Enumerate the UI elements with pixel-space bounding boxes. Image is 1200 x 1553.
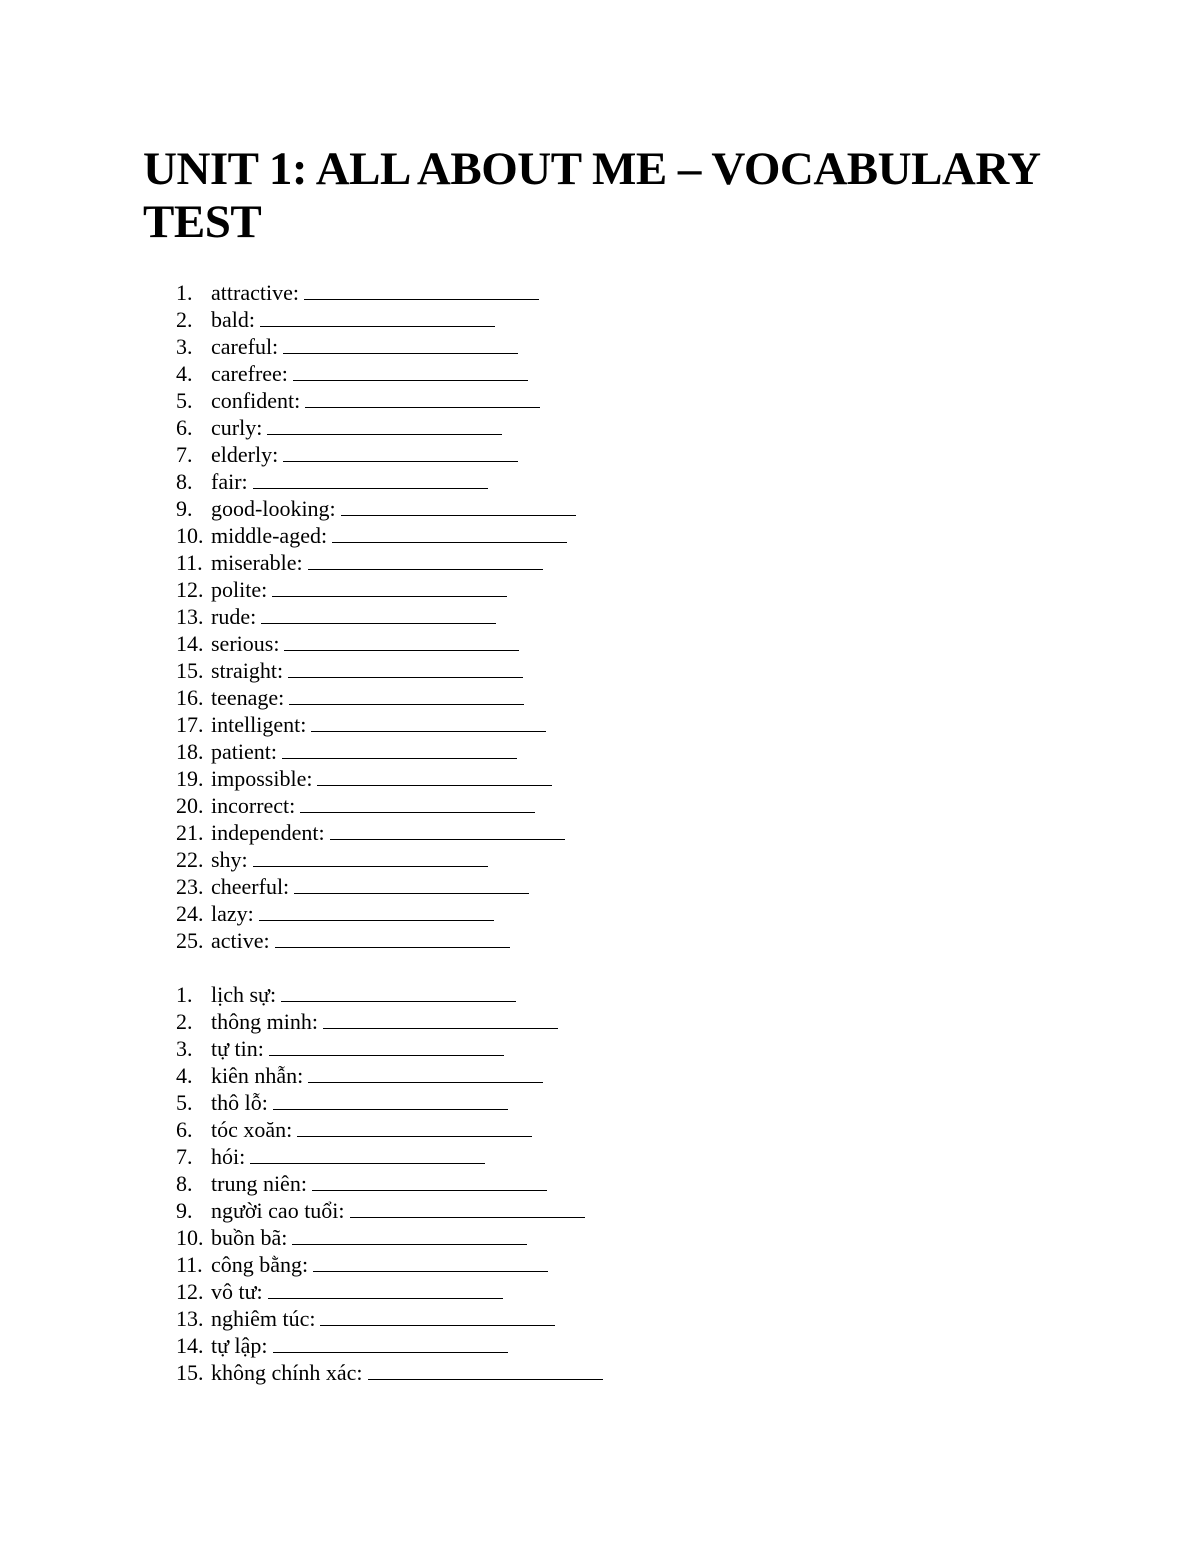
item-content <box>211 1116 532 1143</box>
answer-blank <box>269 1037 504 1056</box>
vocabulary-word: independent: <box>211 820 325 845</box>
answer-blank <box>289 686 524 705</box>
vocabulary-word: intelligent: <box>211 712 307 737</box>
vocabulary-word: tự lập: <box>211 1333 268 1358</box>
answer-blank <box>293 362 528 381</box>
vocabulary-word: miserable: <box>211 550 303 575</box>
item-content <box>211 1062 543 1089</box>
vocabulary-word: confident: <box>211 388 301 413</box>
answer-blank <box>320 1307 555 1326</box>
item-number: 23. <box>176 874 204 899</box>
item-number: 7. <box>176 442 193 467</box>
answer-blank <box>250 1145 485 1164</box>
item-number: 2. <box>176 1009 193 1034</box>
answer-blank <box>341 497 576 516</box>
item-content <box>211 1278 503 1305</box>
item-content <box>211 1197 585 1224</box>
item-number: 1. <box>176 280 193 305</box>
vocabulary-word: middle-aged: <box>211 523 328 548</box>
item-content <box>211 846 488 873</box>
vocabulary-word: polite: <box>211 577 268 602</box>
item-number: 13. <box>176 1306 204 1331</box>
item-number: 12. <box>176 1279 204 1304</box>
answer-blank <box>312 1172 547 1191</box>
item-content <box>211 630 519 657</box>
item-content <box>211 468 488 495</box>
item-number: 9. <box>176 496 193 521</box>
item-number: 3. <box>176 1036 193 1061</box>
answer-blank <box>308 1064 543 1083</box>
vocabulary-word: serious: <box>211 631 280 656</box>
answer-blank <box>261 605 496 624</box>
answer-blank <box>300 794 535 813</box>
answer-blank <box>317 767 552 786</box>
item-content <box>211 738 517 765</box>
vocabulary-word: lịch sự: <box>211 982 277 1007</box>
answer-blank <box>323 1010 558 1029</box>
page-title: UNIT 1: ALL ABOUT ME – VOCABULARY TEST <box>143 143 1039 248</box>
vocabulary-word: cheerful: <box>211 874 290 899</box>
item-content <box>211 711 546 738</box>
item-number: 6. <box>176 415 193 440</box>
item-content <box>211 576 507 603</box>
vocabulary-word: teenage: <box>211 685 285 710</box>
answer-blank <box>330 821 565 840</box>
answer-blank <box>253 470 488 489</box>
vocabulary-word: tự tin: <box>211 1036 264 1061</box>
item-content <box>211 927 510 954</box>
answer-blank <box>284 632 519 651</box>
vocabulary-word: rude: <box>211 604 257 629</box>
vocabulary-word: active: <box>211 928 270 953</box>
item-content <box>211 279 539 306</box>
vocabulary-word: curly: <box>211 415 263 440</box>
vocabulary-word: straight: <box>211 658 284 683</box>
item-number: 8. <box>176 1171 193 1196</box>
answer-blank <box>288 659 523 678</box>
item-number: 10. <box>176 1225 204 1250</box>
item-number: 4. <box>176 361 193 386</box>
item-number: 16. <box>176 685 204 710</box>
item-content <box>211 1143 485 1170</box>
item-number: 15. <box>176 1360 204 1385</box>
vocabulary-word: thông minh: <box>211 1009 318 1034</box>
answer-blank <box>273 1091 508 1110</box>
vocabulary-word: careful: <box>211 334 279 359</box>
item-content <box>211 765 552 792</box>
answer-blank <box>313 1253 548 1272</box>
answer-blank <box>281 983 516 1002</box>
vocabulary-word: fair: <box>211 469 248 494</box>
answer-blank <box>268 1280 503 1299</box>
item-content <box>211 414 502 441</box>
item-content <box>211 1224 527 1251</box>
item-content <box>211 1089 508 1116</box>
item-number: 18. <box>176 739 204 764</box>
vocabulary-word: kiên nhẫn: <box>211 1063 304 1088</box>
item-number: 24. <box>176 901 204 926</box>
item-content <box>211 360 528 387</box>
item-number: 6. <box>176 1117 193 1142</box>
answer-blank <box>308 551 543 570</box>
item-number: 2. <box>176 307 193 332</box>
vocabulary-word: công bằng: <box>211 1252 309 1277</box>
item-content <box>211 1035 504 1062</box>
vocabulary-word: patient: <box>211 739 277 764</box>
item-number: 21. <box>176 820 204 845</box>
vocabulary-word: thô lỗ: <box>211 1090 268 1115</box>
answer-blank <box>283 443 518 462</box>
item-content <box>211 1170 547 1197</box>
answer-blank <box>272 578 507 597</box>
item-number: 5. <box>176 388 193 413</box>
answer-blank <box>297 1118 532 1137</box>
item-content <box>211 873 529 900</box>
item-content <box>211 306 495 333</box>
item-content <box>211 522 567 549</box>
vocabulary-word: không chính xác: <box>211 1360 363 1385</box>
item-content <box>211 819 565 846</box>
item-number: 19. <box>176 766 204 791</box>
item-number: 9. <box>176 1198 193 1223</box>
item-content <box>211 495 576 522</box>
answer-blank <box>305 389 540 408</box>
vocabulary-word: lazy: <box>211 901 254 926</box>
vocabulary-word: buồn bã: <box>211 1225 288 1250</box>
answer-blank <box>332 524 567 543</box>
item-number: 5. <box>176 1090 193 1115</box>
vocabulary-word: impossible: <box>211 766 313 791</box>
item-content <box>211 549 543 576</box>
answer-blank <box>292 1226 527 1245</box>
item-number: 15. <box>176 658 204 683</box>
item-number: 14. <box>176 631 204 656</box>
answer-blank <box>350 1199 585 1218</box>
item-number: 10. <box>176 523 204 548</box>
vocabulary-word: nghiêm túc: <box>211 1306 316 1331</box>
vocabulary-word: bald: <box>211 307 255 332</box>
vocabulary-word: vô tư: <box>211 1279 263 1304</box>
answer-blank <box>267 416 502 435</box>
answer-blank <box>311 713 546 732</box>
vocabulary-word: hói: <box>211 1144 246 1169</box>
item-content <box>211 1251 548 1278</box>
answer-blank <box>304 281 539 300</box>
answer-blank <box>368 1361 603 1380</box>
item-content <box>211 900 494 927</box>
item-content <box>211 1008 558 1035</box>
answer-blank <box>253 848 488 867</box>
item-number: 12. <box>176 577 204 602</box>
vocabulary-word: người cao tuổi: <box>211 1198 345 1223</box>
item-content <box>211 792 535 819</box>
item-content <box>211 1359 603 1386</box>
item-number: 25. <box>176 928 204 953</box>
answer-blank <box>282 740 517 759</box>
item-content <box>211 1332 508 1359</box>
item-content <box>211 603 496 630</box>
item-number: 1. <box>176 982 193 1007</box>
item-number: 22. <box>176 847 204 872</box>
item-content <box>211 387 540 414</box>
answer-blank <box>259 902 494 921</box>
item-number: 17. <box>176 712 204 737</box>
vocabulary-word: incorrect: <box>211 793 296 818</box>
item-content <box>211 333 518 360</box>
item-number: 11. <box>176 1252 203 1277</box>
answer-blank <box>273 1334 508 1353</box>
item-content <box>211 981 516 1008</box>
vocabulary-word: shy: <box>211 847 248 872</box>
answer-blank <box>260 308 495 327</box>
vocabulary-word: elderly: <box>211 442 279 467</box>
vocabulary-word: attractive: <box>211 280 299 305</box>
item-number: 13. <box>176 604 204 629</box>
answer-blank <box>294 875 529 894</box>
item-number: 20. <box>176 793 204 818</box>
vocabulary-word: trung niên: <box>211 1171 307 1196</box>
answer-blank <box>283 335 518 354</box>
item-number: 11. <box>176 550 203 575</box>
item-number: 3. <box>176 334 193 359</box>
item-content <box>211 441 518 468</box>
answer-blank <box>275 929 510 948</box>
item-content <box>211 684 524 711</box>
item-number: 14. <box>176 1333 204 1358</box>
vocabulary-word: good-looking: <box>211 496 336 521</box>
item-number: 4. <box>176 1063 193 1088</box>
item-number: 8. <box>176 469 193 494</box>
item-content <box>211 1305 555 1332</box>
vocabulary-word: tóc xoăn: <box>211 1117 293 1142</box>
item-number: 7. <box>176 1144 193 1169</box>
vocabulary-word: carefree: <box>211 361 288 386</box>
item-content <box>211 657 523 684</box>
